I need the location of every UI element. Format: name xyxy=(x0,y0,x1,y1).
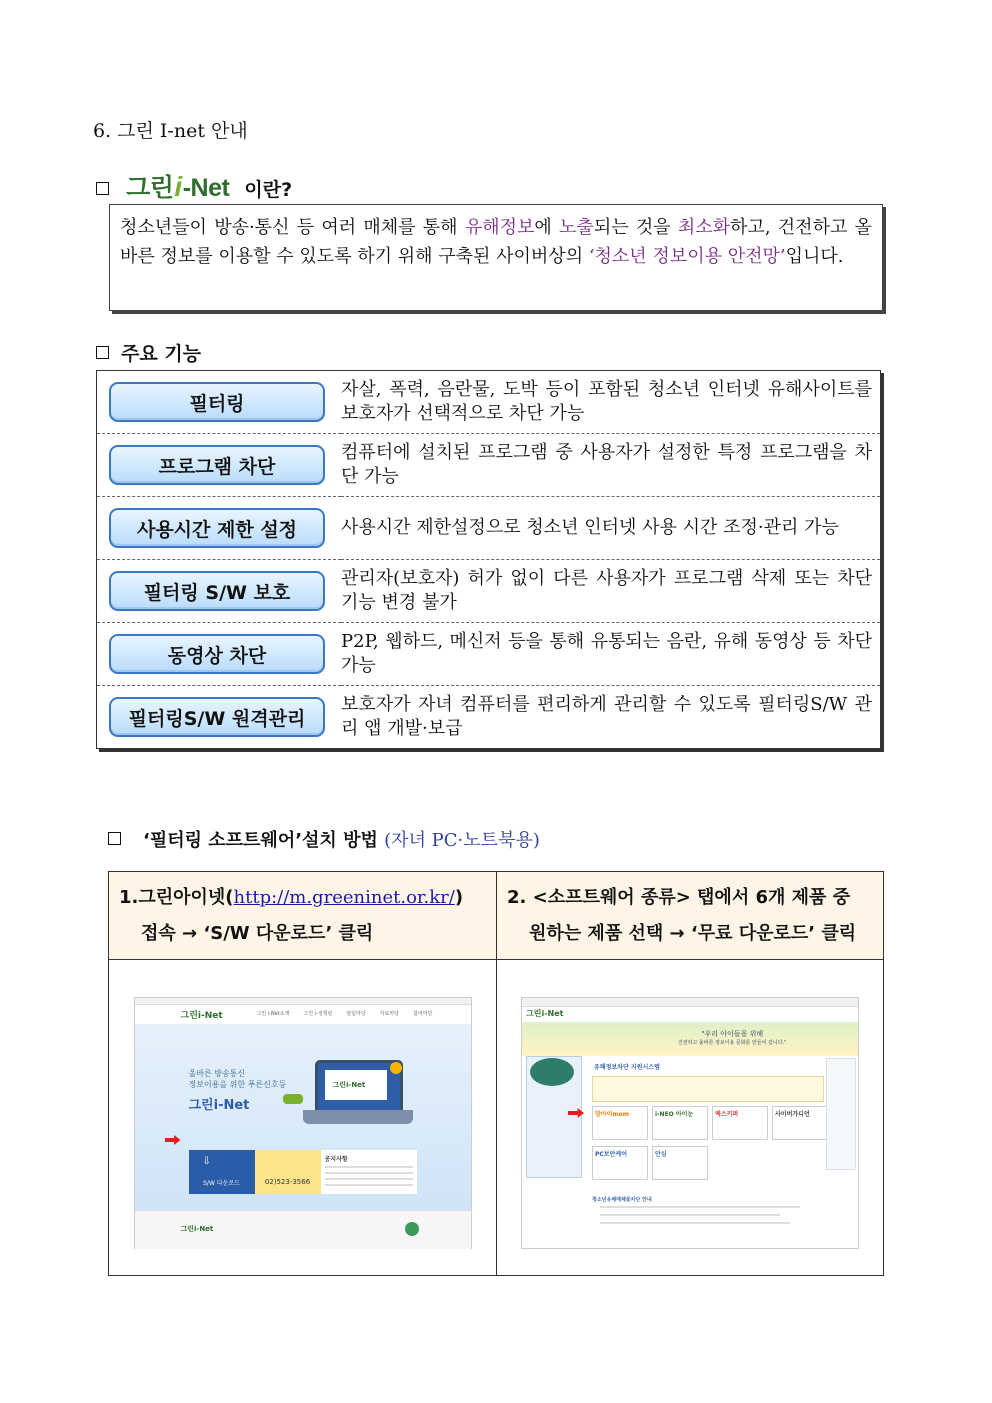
checkbox-bullet-icon xyxy=(108,832,121,845)
step-2-screenshot-cell xyxy=(497,960,884,1276)
shot1-phone: 02)523-3566 xyxy=(255,1150,321,1194)
feature-row xyxy=(97,686,881,749)
download-icon: ⇩ xyxy=(202,1156,211,1167)
feature-label: 필터링S/W 원격관리 xyxy=(109,697,325,737)
feature-label: 프로그램 차단 xyxy=(109,445,325,485)
greeninet-link[interactable]: http://m.greeninet.or.kr/ xyxy=(233,887,455,908)
shot1-notice: 공지사항 xyxy=(321,1150,417,1194)
step-2-header: 2. <소프트웨어 종류> 탭에서 6개 제품 중 원하는 제품 선택 → ‘무료 다운로드’ 클릭 xyxy=(497,872,884,960)
step-1-header: 1.그린아이넷(http://m.greeninet.or.kr/) 접속 → ‘S/W 다운로드’ 클릭 xyxy=(109,872,497,960)
feature-row xyxy=(97,434,881,497)
feature-label: 필터링 xyxy=(109,382,325,422)
shot2-banner: "우리 아이들을 위해 건전하고 올바른 정보이용 문화를 만들어 갑니다." xyxy=(678,1030,787,1046)
checkbox-bullet-icon xyxy=(96,182,109,195)
install-heading: ‘필터링 소프트웨어’설치 방법 (자녀 PC·노트북용) xyxy=(108,826,540,852)
greeninet-home-screenshot: 그린i-Net 그린 i-Net소개 그린 i-정책관 알림마당 자료마당 참여마당 올바른 방송통신 정보이용을 위한 푸른신호등 그린i-Net 그린i-Net S/W 다운로드 ⇩ 02)523-3566 공지사항 그린i-Net xyxy=(134,997,472,1249)
greeninet-software-screenshot: 그린i-Net "우리 아이들을 위해 건전하고 올바른 정보이용 문화를 만들어 갑니다." 유해정보차단 지원시스템 맘아이mom i-NEO 아이눈 엑스키퍼 사이버가디언 PC보안케어 안심 청소년유해매체물차단 안내 xyxy=(521,997,859,1249)
shot2-system-title: 유해정보차단 지원시스템 xyxy=(594,1064,660,1071)
feature-row xyxy=(97,623,881,686)
install-steps-table xyxy=(108,871,884,1276)
feature-desc: 컴퓨터에 설치된 프로그램 중 사용자가 설정한 특정 프로그램을 차단 가능 xyxy=(341,434,881,497)
features-table xyxy=(96,370,881,749)
feature-label: 동영상 차단 xyxy=(109,634,325,674)
about-title: 이란? xyxy=(244,179,293,201)
shot1-hero-brand: 그린i-Net xyxy=(188,1098,250,1113)
features-heading: 주요 기능 xyxy=(96,339,201,366)
step-1-screenshot-cell xyxy=(109,960,497,1276)
shot1-download-button: S/W 다운로드 xyxy=(189,1150,255,1194)
feature-row xyxy=(97,371,881,434)
feature-row xyxy=(97,497,881,560)
shot1-hero-text: 올바른 방송통신 정보이용을 위한 푸른신호등 xyxy=(188,1069,287,1089)
feature-desc: 사용시간 제한설정으로 청소년 인터넷 사용 시간 조정·관리 가능 xyxy=(341,497,881,560)
shot2-products: 맘아이mom i-NEO 아이눈 엑스키퍼 사이버가디언 PC보안케어 안심 xyxy=(592,1106,828,1180)
checkbox-bullet-icon xyxy=(96,346,109,359)
shot1-logo: 그린i-Net xyxy=(180,1011,223,1021)
about-heading xyxy=(96,168,292,204)
intro-box: 청소년들이 방송·통신 등 여러 매체를 통해 유해정보에 노출되는 것을 최소화하고, 건전하고 올바른 정보를 이용할 수 있도록 하기 위해 구축된 사이버상의 ‘청소년 정보이용 안전망’입니다. xyxy=(109,204,883,311)
shot1-nav: 그린 i-Net소개 그린 i-정책관 알림마당 자료마당 참여마당 xyxy=(256,1011,433,1017)
feature-desc: 자살, 폭력, 음란물, 도박 등이 포함된 청소년 인터넷 유해사이트를 보호자가 선택적으로 차단 가능 xyxy=(341,379,872,424)
section-heading: 6. 그린 I-net 안내 xyxy=(93,120,248,142)
feature-desc: P2P, 웹하드, 메신저 등을 통해 유통되는 음란, 유해 동영상 등 차단 가능 xyxy=(341,623,881,686)
feature-label: 필터링 S/W 보호 xyxy=(109,571,325,611)
feature-desc: 관리자(보호자) 허가 없이 다른 사용자가 프로그램 삭제 또는 차단 기능 변경 불가 xyxy=(341,560,881,623)
greeninet-logo: 그린 i -Net xyxy=(126,171,230,202)
feature-label: 사용시간 제한 설정 xyxy=(109,508,325,548)
shot2-guide: 청소년유해매체물차단 안내 xyxy=(592,1197,652,1203)
feature-row xyxy=(97,560,881,623)
feature-desc: 보호자가 자녀 컴퓨터를 편리하게 관리할 수 있도록 필터링S/W 관리 앱 개발·보급 xyxy=(341,686,881,749)
